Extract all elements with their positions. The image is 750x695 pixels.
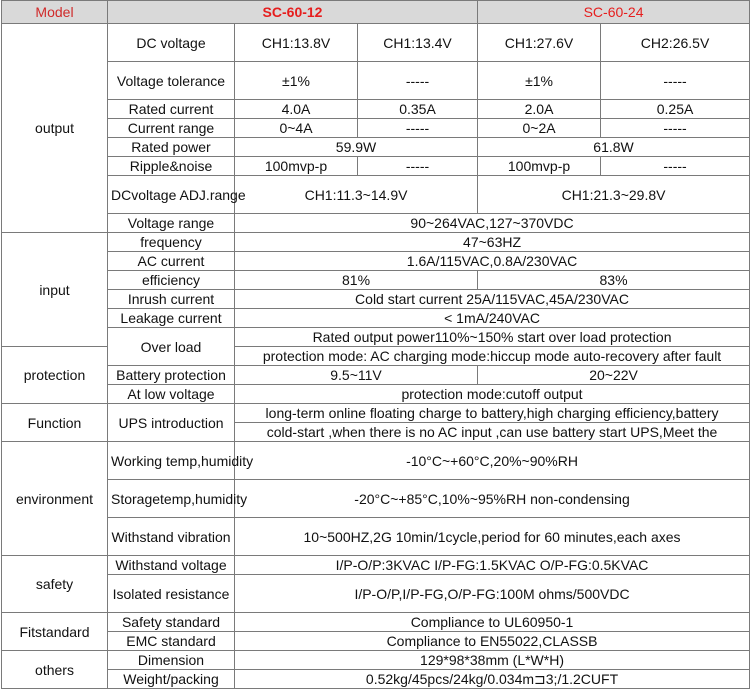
table-row <box>2 575 750 613</box>
table-row <box>2 366 750 385</box>
group-input: input <box>2 233 108 347</box>
group-function: Function <box>2 404 108 442</box>
cell-dc-voltage-4: CH2:26.5V <box>601 24 750 62</box>
cell-ripple-noise-2: ----- <box>358 157 478 176</box>
cell-working-temp: -10°C~+60°C,20%~90%RH <box>235 442 750 480</box>
row-label-rated-current: Rated current <box>108 100 235 119</box>
table-row <box>2 100 750 119</box>
row-label-isolated-resistance: Isolated resistance <box>108 575 235 613</box>
table-row <box>2 651 750 670</box>
cell-ac-current: 1.6A/115VAC,0.8A/230VAC <box>235 252 750 271</box>
row-label-withstand-vibration: Withstand vibration <box>108 518 235 556</box>
table-row <box>2 518 750 556</box>
cell-voltage-range: 90~264VAC,127~370VDC <box>235 214 750 233</box>
row-label-dc-voltage: DC voltage <box>108 24 235 62</box>
table-row <box>2 632 750 651</box>
cell-safety-standard: Compliance to UL60950-1 <box>235 613 750 632</box>
row-label-ac-current: AC current <box>108 252 235 271</box>
table-row <box>2 214 750 233</box>
row-label-dimension: Dimension <box>108 651 235 670</box>
cell-battery-protection-a: 9.5~11V <box>235 366 478 385</box>
row-label-ups: UPS introduction <box>108 404 235 442</box>
group-protection: protection <box>2 347 108 404</box>
cell-dc-voltage-1: CH1:13.8V <box>235 24 358 62</box>
row-label-voltage-range: Voltage range <box>108 214 235 233</box>
table-row <box>2 24 750 62</box>
cell-over-load-1: Rated output power110%~150% start over load protection <box>235 328 750 347</box>
cell-ups-2: cold-start ,when there is no AC input ,can use battery start UPS,Meet the <box>235 423 750 442</box>
cell-rated-current-4: 0.25A <box>601 100 750 119</box>
cell-dimension: 129*98*38mm (L*W*H) <box>235 651 750 670</box>
cell-efficiency-a: 81% <box>235 271 478 290</box>
cell-efficiency-b: 83% <box>478 271 750 290</box>
group-others: others <box>2 651 108 689</box>
cell-battery-protection-b: 20~22V <box>478 366 750 385</box>
cell-rated-current-2: 0.35A <box>358 100 478 119</box>
group-environment: environment <box>2 442 108 556</box>
cell-storage-temp: -20°C~+85°C,10%~95%RH non-condensing <box>235 480 750 518</box>
cell-voltage-tolerance-4: ----- <box>601 62 750 100</box>
row-label-voltage-tolerance: Voltage tolerance <box>108 62 235 100</box>
table-row <box>2 670 750 689</box>
row-label-weight-packing: Weight/packing <box>108 670 235 689</box>
cell-ripple-noise-3: 100mvp-p <box>478 157 601 176</box>
cell-withstand-voltage: I/P-O/P:3KVAC I/P-FG:1.5KVAC O/P-FG:0.5KVAC <box>235 556 750 575</box>
cell-inrush-current: Cold start current 25A/115VAC,45A/230VAC <box>235 290 750 309</box>
row-label-inrush-current: Inrush current <box>108 290 235 309</box>
row-label-over-load: Over load <box>108 328 235 366</box>
table-row <box>2 328 750 347</box>
cell-rated-current-1: 4.0A <box>235 100 358 119</box>
table-row <box>2 385 750 404</box>
row-label-dc-adj-range: DCvoltage ADJ.range <box>108 176 235 214</box>
cell-voltage-tolerance-3: ±1% <box>478 62 601 100</box>
cell-current-range-4: ----- <box>601 119 750 138</box>
table-row <box>2 138 750 157</box>
cell-withstand-vibration: 10~500HZ,2G 10min/1cycle,period for 60 minutes,each axes <box>235 518 750 556</box>
table-row <box>2 556 750 575</box>
cell-weight-packing: 0.52kg/45pcs/24kg/0.034m⊐3;/1.2CUFT <box>235 670 750 689</box>
row-label-safety-standard: Safety standard <box>108 613 235 632</box>
row-label-emc-standard: EMC standard <box>108 632 235 651</box>
table-row <box>2 62 750 100</box>
cell-low-voltage: protection mode:cutoff output <box>235 385 750 404</box>
table-row <box>2 252 750 271</box>
table-row <box>2 119 750 138</box>
cell-dc-voltage-2: CH1:13.4V <box>358 24 478 62</box>
row-label-leakage-current: Leakage current <box>108 309 235 328</box>
row-label-working-temp: Working temp,humidity <box>108 442 235 480</box>
model-sc-60-12: SC-60-12 <box>108 1 478 24</box>
table-row <box>2 176 750 214</box>
row-label-ripple-noise: Ripple&noise <box>108 157 235 176</box>
cell-dc-voltage-3: CH1:27.6V <box>478 24 601 62</box>
cell-rated-current-3: 2.0A <box>478 100 601 119</box>
table-row <box>2 442 750 480</box>
row-label-battery-protection: Battery protection <box>108 366 235 385</box>
row-label-storage-temp: Storagetemp,humidity <box>108 480 235 518</box>
cell-emc-standard: Compliance to EN55022,CLASSB <box>235 632 750 651</box>
table-row <box>2 613 750 632</box>
spec-table <box>1 0 750 689</box>
cell-rated-power-a: 59.9W <box>235 138 478 157</box>
cell-rated-power-b: 61.8W <box>478 138 750 157</box>
cell-current-range-2: ----- <box>358 119 478 138</box>
model-label: Model <box>2 1 108 24</box>
cell-ups-1: long-term online floating charge to battery,high charging efficiency,battery <box>235 404 750 423</box>
cell-isolated-resistance: I/P-O/P,I/P-FG,O/P-FG:100M ohms/500VDC <box>235 575 750 613</box>
table-row <box>2 290 750 309</box>
row-label-current-range: Current range <box>108 119 235 138</box>
group-fitstandard: Fitstandard <box>2 613 108 651</box>
cell-voltage-tolerance-2: ----- <box>358 62 478 100</box>
cell-dc-adj-a: CH1:11.3~14.9V <box>235 176 478 214</box>
cell-ripple-noise-4: ----- <box>601 157 750 176</box>
table-row <box>2 309 750 328</box>
cell-over-load-2: protection mode: AC charging mode:hiccup mode auto-recovery after fault <box>235 347 750 366</box>
cell-dc-adj-b: CH1:21.3~29.8V <box>478 176 750 214</box>
row-label-rated-power: Rated power <box>108 138 235 157</box>
cell-frequency: 47~63HZ <box>235 233 750 252</box>
row-label-low-voltage: At low voltage <box>108 385 235 404</box>
model-sc-60-24: SC-60-24 <box>478 1 750 24</box>
cell-current-range-3: 0~2A <box>478 119 601 138</box>
table-row <box>2 157 750 176</box>
cell-voltage-tolerance-1: ±1% <box>235 62 358 100</box>
table-row <box>2 233 750 252</box>
row-label-withstand-voltage: Withstand voltage <box>108 556 235 575</box>
table-row <box>2 480 750 518</box>
group-safety: safety <box>2 556 108 613</box>
row-label-efficiency: efficiency <box>108 271 235 290</box>
cell-current-range-1: 0~4A <box>235 119 358 138</box>
cell-leakage-current: < 1mA/240VAC <box>235 309 750 328</box>
table-row <box>2 271 750 290</box>
cell-ripple-noise-1: 100mvp-p <box>235 157 358 176</box>
table-row <box>2 404 750 423</box>
group-output: output <box>2 24 108 233</box>
row-label-frequency: frequency <box>108 233 235 252</box>
model-row <box>2 1 750 24</box>
